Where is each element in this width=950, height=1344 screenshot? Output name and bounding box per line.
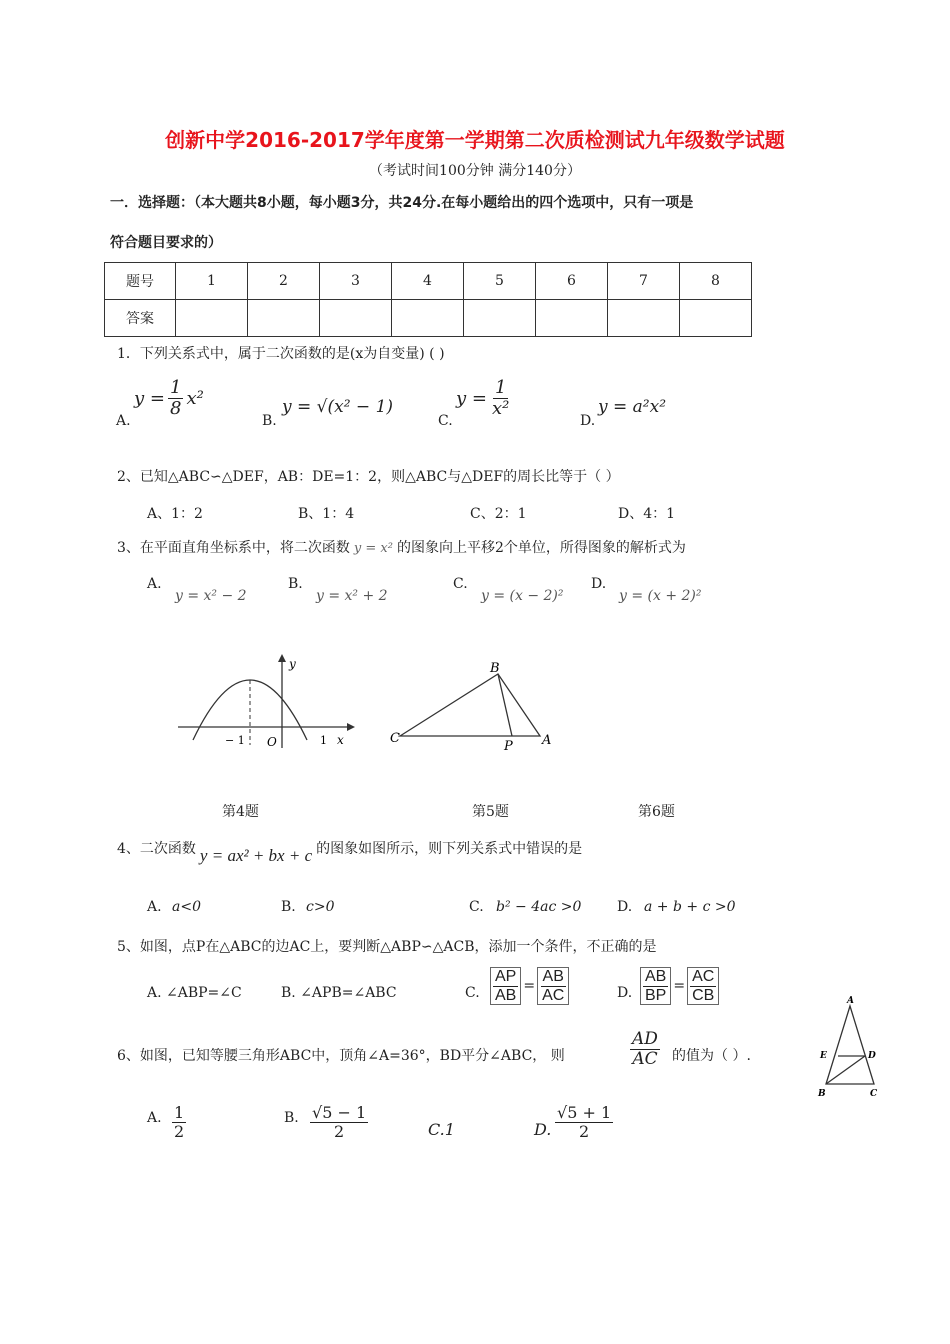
q4-option-d-label: D. xyxy=(617,899,633,915)
vertex-label: B xyxy=(490,661,500,676)
x-label: x xyxy=(337,733,344,747)
stem-text: 的图象向上平移2个单位，所得图象的解析式为 xyxy=(396,540,686,556)
q3-option-a-label: A. xyxy=(147,576,162,592)
segment-bd xyxy=(826,1056,865,1084)
stem-expr: y = ax² + bx + c xyxy=(199,846,313,865)
q1-option-c-expr xyxy=(456,378,511,419)
table-cell: 1 xyxy=(176,263,248,300)
q1-option-a-label: A. xyxy=(116,413,131,429)
q3-option-d-label: D. xyxy=(591,576,607,592)
numerator: AC xyxy=(692,968,715,985)
denominator: AC xyxy=(542,986,565,1004)
figure-5-caption: 第5题 xyxy=(472,804,509,820)
question-5-stem: 5、如图，点P在△ABC的边AC上，要判断△ABP∽△ACB，添加一个条件，不正确的是 xyxy=(117,939,657,955)
figure-4-caption: 第4题 xyxy=(222,804,259,820)
answer-cell[interactable] xyxy=(680,300,752,337)
q3-option-a-expr: y = x² − 2 xyxy=(175,588,247,604)
fraction xyxy=(310,1104,368,1140)
stem-text: 3、在平面直角坐标系中，将二次函数 xyxy=(117,540,350,556)
q5-option-a: A. ∠ABP=∠C xyxy=(147,985,242,1001)
q5-option-b: B. ∠APB=∠ABC xyxy=(281,985,397,1001)
fraction xyxy=(537,967,569,1005)
q3-option-c-expr: y = (x − 2)² xyxy=(481,588,564,604)
fraction xyxy=(168,378,183,419)
denominator: x² xyxy=(491,397,510,419)
q1-option-d-expr: y = a²x² xyxy=(598,397,667,417)
arrow-icon xyxy=(278,654,286,662)
q6-option-d-expr xyxy=(555,1104,613,1140)
q3-option-d-expr: y = (x + 2)² xyxy=(619,588,702,604)
q4-option-b-label: B. xyxy=(281,899,296,915)
question-2-stem: 2、已知△ABC∽△DEF，AB：DE=1：2，则△ABC与△DEF的周长比等于（ ） xyxy=(117,469,620,485)
figure-5-triangle xyxy=(388,656,554,756)
fraction xyxy=(490,378,511,419)
q4-option-a-expr: a<0 xyxy=(172,899,201,915)
table-row xyxy=(105,300,752,337)
tick-label: − 1 xyxy=(225,734,245,747)
table-cell: 2 xyxy=(248,263,320,300)
denominator: 2 xyxy=(578,1121,590,1141)
q4-option-a-label: A. xyxy=(147,899,162,915)
q6-option-c: C.1 xyxy=(428,1120,455,1139)
vertex-label: P xyxy=(504,739,513,754)
figure-4-parabola xyxy=(175,650,360,750)
expr-part: y = xyxy=(456,387,487,409)
section-heading-cont: 符合题目要求的） xyxy=(110,235,222,251)
numerator: √5 + 1 xyxy=(557,1103,612,1122)
fraction xyxy=(640,967,671,1005)
denominator: AB xyxy=(495,986,517,1004)
equals-sign: = xyxy=(673,978,686,995)
answer-cell[interactable] xyxy=(392,300,464,337)
denominator: 2 xyxy=(174,1121,185,1141)
fraction xyxy=(630,1030,660,1068)
q2-option-d: D、4：1 xyxy=(618,506,676,522)
fraction xyxy=(172,1104,186,1140)
numerator: AB xyxy=(645,968,667,985)
q4-option-c-expr: b² − 4ac >0 xyxy=(496,899,582,915)
question-1-stem: 1．下列关系式中，属于二次函数的是(x为自变量) ( ) xyxy=(117,346,445,362)
fraction xyxy=(490,967,521,1005)
stem-text: 4、二次函数 xyxy=(117,841,196,857)
vertex-label: C xyxy=(390,731,400,746)
stem-expr: y = x² xyxy=(353,541,393,556)
q1-option-b-expr: y = √(x² − 1) xyxy=(282,397,394,417)
section-heading: 一．选择题：（本大题共8小题，每小题3分，共24分.在每小题给出的四个选项中，只有一项是 xyxy=(110,195,694,211)
question-6-stem-end: 的值为（ ）. xyxy=(672,1048,751,1064)
answer-cell[interactable] xyxy=(536,300,608,337)
numerator: √5 − 1 xyxy=(312,1103,367,1122)
denominator: AC xyxy=(632,1048,658,1069)
q3-option-c-label: C. xyxy=(453,576,468,592)
figure-6-caption: 第6题 xyxy=(638,804,675,820)
q3-option-b-expr: y = x² + 2 xyxy=(316,588,388,604)
q2-option-b: B、1：4 xyxy=(298,506,355,522)
q6-option-a-label: A. xyxy=(147,1110,162,1126)
table-cell: 4 xyxy=(392,263,464,300)
expr-part: y = xyxy=(134,387,165,409)
origin-label: O xyxy=(267,735,277,749)
answer-cell[interactable] xyxy=(464,300,536,337)
q6-option-b-expr xyxy=(310,1104,368,1140)
expr-part: x² xyxy=(186,387,204,409)
vertex-label: A xyxy=(542,733,552,748)
q5-option-d-label: D. xyxy=(617,985,633,1001)
numerator: AP xyxy=(495,968,517,985)
numerator: AB xyxy=(542,968,564,985)
denominator: 2 xyxy=(333,1121,345,1141)
table-cell: 8 xyxy=(680,263,752,300)
q6-option-d-label: D. xyxy=(534,1120,552,1139)
q5-option-c-expr xyxy=(490,967,569,1005)
fraction xyxy=(687,967,719,1005)
vertex-label: A xyxy=(847,996,854,1006)
table-cell: 3 xyxy=(320,263,392,300)
triangle-abc xyxy=(826,1006,874,1084)
answer-cell[interactable] xyxy=(320,300,392,337)
vertex-label: D xyxy=(868,1051,876,1061)
denominator: BP xyxy=(645,986,667,1004)
q1-option-a-expr xyxy=(134,378,204,419)
table-cell: 7 xyxy=(608,263,680,300)
table-cell: 答案 xyxy=(105,300,176,337)
arrow-icon xyxy=(347,723,355,731)
page-title: 创新中学2016-2017学年度第一学期第二次质检测试九年级数学试题 xyxy=(165,128,785,152)
q1-option-c-label: C. xyxy=(438,413,453,429)
numerator: AD xyxy=(632,1029,658,1049)
equals-sign: = xyxy=(523,978,536,995)
y-label: y xyxy=(289,657,296,671)
q5-option-d-expr xyxy=(640,967,719,1005)
q6-option-b-label: B. xyxy=(284,1110,299,1126)
answer-cell[interactable] xyxy=(248,300,320,337)
vertex-label: C xyxy=(870,1089,878,1099)
q6-option-a-expr xyxy=(172,1104,186,1140)
q1-option-d-label: D. xyxy=(580,413,596,429)
vertex-label: E xyxy=(820,1051,827,1061)
numerator: 1 xyxy=(174,1103,185,1122)
table-cell: 题号 xyxy=(105,263,176,300)
triangle-abc xyxy=(400,674,540,736)
denominator: CB xyxy=(692,986,715,1004)
q4-option-d-expr: a + b + c >0 xyxy=(644,899,736,915)
vertex-label: B xyxy=(818,1089,826,1099)
answer-cell[interactable] xyxy=(608,300,680,337)
figure-6-triangle xyxy=(814,994,884,1100)
q2-option-a: A、1：2 xyxy=(147,506,203,522)
q4-option-b-expr: c>0 xyxy=(306,899,335,915)
q5-option-c-label: C. xyxy=(465,985,480,1001)
tick-label: 1 xyxy=(320,734,327,747)
table-row xyxy=(105,263,752,300)
stem-text: 的图象如图所示，则下列关系式中错误的是 xyxy=(316,841,583,857)
table-cell: 5 xyxy=(464,263,536,300)
q6-fraction xyxy=(630,1030,660,1068)
numerator: 1 xyxy=(494,377,507,398)
question-6-stem: 6、如图，已知等腰三角形ABC中，顶角∠A=36°，BD平分∠ABC， 则 xyxy=(117,1048,565,1064)
numerator: 1 xyxy=(169,377,182,398)
question-4-stem xyxy=(117,838,583,865)
question-3-stem xyxy=(117,537,686,557)
answer-table xyxy=(104,262,752,337)
q1-option-b-label: B. xyxy=(262,413,277,429)
exam-info: （考试时间100分钟 满分140分） xyxy=(369,163,581,179)
answer-cell[interactable] xyxy=(176,300,248,337)
q4-option-c-label: C. xyxy=(469,899,484,915)
denominator: 8 xyxy=(169,397,182,419)
table-cell: 6 xyxy=(536,263,608,300)
q2-option-c: C、2：1 xyxy=(470,506,527,522)
fraction xyxy=(555,1104,613,1140)
q3-option-b-label: B. xyxy=(288,576,303,592)
